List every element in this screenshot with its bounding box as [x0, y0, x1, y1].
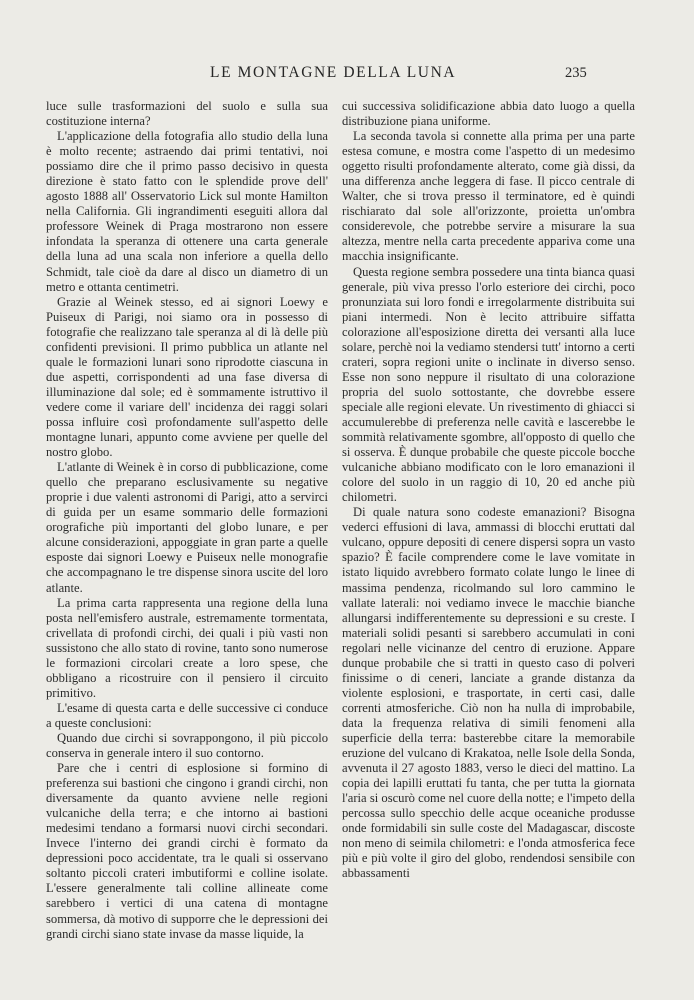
paragraph: Quando due circhi si sovrappongono, il più piccolo conserva in generale intero il suo contorno. — [46, 730, 328, 761]
paragraph: cui successiva solidificazione abbia dato luogo a quella distribuzione piana uniforme. — [342, 99, 635, 129]
paragraph: La prima carta rappresenta una regione della luna posta nell'emisfero australe, estremamente tormentata, crivellata di profondi circhi, dei quali i più vasti non sussistono che allo stato di rovine, tanto sono numerose le formazioni circolari create a loro spese, che obbligano a ricostruire con il pensiero il circuito primitivo. — [46, 595, 328, 700]
paragraph: L'esame di questa carta e delle successive ci conduce a queste conclusioni: — [46, 700, 328, 730]
left-column — [46, 99, 328, 942]
right-column — [342, 99, 635, 881]
paragraph: La seconda tavola si connette alla prima per una parte estesa comune, e mostra come l'aspetto di un medesimo oggetto risulti profondamente alterato, come già dissi, da una differenza anche leggera di fase. Il picco centrale di Walter, che si trova presso il terminatore, ed è quindi rischiarato dal sole all'orizzonte, proietta un'ombra considerevole, che potrebbe servire a misurare la sua altezza, mentre nella carta precedente appariva come una macchia insignificante. — [342, 129, 635, 264]
paragraph: L'atlante di Weinek è in corso di pubblicazione, come quello che preparano esclusivamente su negative proprie i due valenti astronomi di Parigi, atto a servirci di guida per un esame sommario delle formazioni orografiche più importanti del globo lunare, e per alcune considerazioni, appoggiate in gran parte a quelle esposte dai signori Loewy e Puiseux nelle monografie che accompagnano le tre dispense sinora uscite del loro atlante. — [46, 460, 328, 595]
page-header — [0, 64, 694, 86]
paragraph: Pare che i centri di esplosione si formino di preferenza sui bastioni che cingono i grandi circhi, non diversamente da quanto avviene nelle regioni vulcaniche della terra; e che intorno ai bastioni medesimi tendano a formarsi nuovi circhi secondari. Invece l'interno dei grandi circhi è formato da depressioni poco accidentate, tra le quali si osservano soltanto piccoli crateri imbutiformi e colline isolate. L'essere generalmente tali colline allineate come sarebbero i vertici di una catena di montagne sommersa, dà motivo di supporre che le depressioni dei grandi circhi siano state invase da masse liquide, la — [46, 761, 328, 941]
page-number: 235 — [565, 65, 587, 81]
paragraph: Grazie al Weinek stesso, ed ai signori Loewy e Puiseux di Parigi, noi siamo ora in possesso di fotografie che realizzano tale speranza al di là delle più confidenti previsioni. Il primo pubblica un atlante nel quale le formazioni lunari sono riprodotte ciascuna in due aspetti, corrispondenti ad una fase diversa di illuminazione dal sole; ed è sommamente istruttivo il vedere come il variare dell' incidenza dei raggi solari possa influire così profondamente sull'aspetto delle montagne lunari, appunto come avviene per quelle del nostro globo. — [46, 294, 328, 460]
paragraph: Di quale natura sono codeste emanazioni? Bisogna vederci effusioni di lava, ammassi di blocchi eruttati dal vulcano, oppure depositi di cenere dispersi sopra un vasto spazio? È facile comprendere come le lave vomitate in istato liquido avrebbero formato colate lungo le linee di massima pendenza, ricolmando sul loro cammino le vallate laterali: noi vediamo invece le macchie bianche allungarsi indifferentemente su depressioni e su creste. I materiali solidi pesanti si sarebbero accumulati in coni regolari nelle vicinanze del centro di eruzione. Appare dunque probabile che si tratti in questo caso di polveri finissime o di ceneri, lanciate a grande distanza da violente esplosioni, e trasportate, in certi casi, dalle correnti atmosferiche. Ciò non ha nulla di improbabile, data la frequenza relativa di simili fenomeni alla superficie della terra: basterebbe citare la memorabile eruzione del vulcano di Krakatoa, nelle Isole della Sonda, avvenuta il 27 agosto 1883, verso le dieci del mattino. La copia dei lapilli eruttati fu tanta, che per tutta la giornata l'aria si oscurò come nel cuore della notte; e l'impeto della percossa sullo specchio delle acque oceaniche produsse onde formidabili sin sulle coste del Madagascar, discoste non meno di seimila chilometri: e l'onda atmosferica fece più e più volte il giro del globo, rendendosi sensibile con abbassamenti — [342, 505, 635, 881]
paragraph: L'applicazione della fotografia allo studio della luna è molto recente; astraendo dai primi tentativi, noi possiamo dire che il primo passo decisivo in questa direzione è stato fatto con le splendide prove dell' agosto 1888 all' Osservatorio Lick sul monte Hamilton nella California. Gli ingrandimenti eseguiti allora dal professore Weinek di Praga mostrarono non essere infondata la speranza di ottenere una carta generale della luna ad una scala non inferiore a quella dello Schmidt, tale cioè da dare al disco un diametro di un metro e ottanta centimetri. — [46, 129, 328, 294]
paragraph: luce sulle trasformazioni del suolo e sulla sua costituzione interna? — [46, 99, 328, 129]
running-title: LE MONTAGNE DELLA LUNA — [210, 64, 457, 81]
paragraph: Questa regione sembra possedere una tinta bianca quasi generale, più viva presso l'orlo esteriore dei circhi, poco pronunziata sui loro fondi e irregolarmente distribuita sui piani intermedi. Non è lecito attribuire siffatta colorazione all'esposizione diretta dei versanti alla luce solare, perchè noi la vediamo stendersi tutt' intorno a certi crateri, sopra regioni unite o inclinate in diverso senso. Esse non sono neppure il risultato di una colorazione propria del suolo sottostante, che dovrebbe essere speciale alle regioni elevate. Un rivestimento di ghiacci si accumulerebbe di preferenza nelle cavità e lascerebbe le sommità relativamente sgombre, all'opposto di quello che si osserva. È dunque probabile che queste piccole bocche vulcaniche abbiano modificato con le loro emanazioni il colore del suolo in un raggio di 10, 20 ed anche più chilometri. — [342, 264, 635, 505]
